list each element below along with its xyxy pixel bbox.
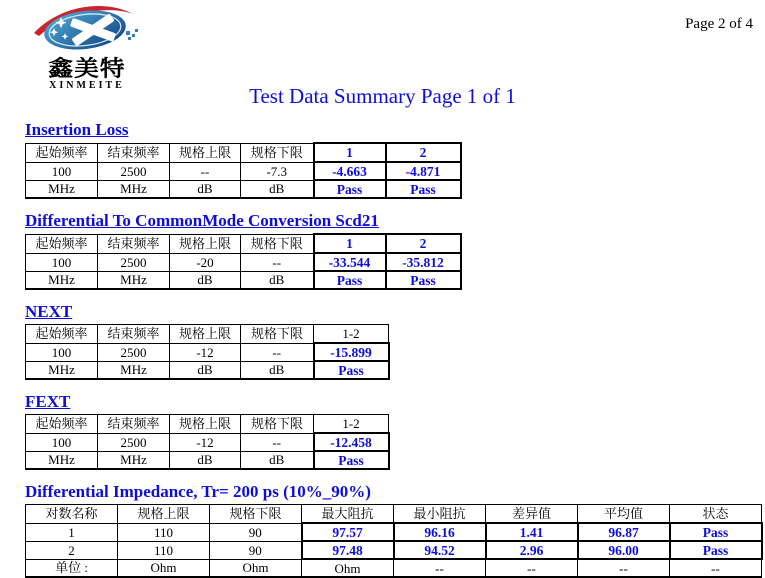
header-cell: 结束频率 [98,234,170,253]
data-cell: -35.812 [386,253,461,271]
section-heading: NEXT [25,302,73,321]
header-cell: 2 [386,143,461,162]
data-cell: -12.458 [314,433,389,451]
header-cell: 对数名称 [26,505,118,524]
data-cell: Pass [314,180,386,198]
table-header-row [26,234,461,253]
table-row [26,271,461,289]
table-header-row [26,325,389,344]
page-number-label: Page 2 of 4 [685,16,753,32]
data-cell: 100 [26,162,98,180]
header-cell: 规格上限 [170,143,241,162]
logo-emblem-icon [30,3,144,53]
data-cell: -- [670,559,762,577]
data-cell: 96.87 [578,523,670,541]
header-cell: 规格上限 [170,234,241,253]
data-cell: 2 [26,541,118,559]
data-cell: Pass [670,523,762,541]
table-header-row [26,505,762,524]
data-cell: Ohm [118,559,210,577]
data-cell: -- [486,559,578,577]
company-logo [30,3,144,91]
header-cell: 结束频率 [98,415,170,434]
table-row [26,433,389,451]
data-cell: MHz [98,361,170,379]
section-heading: Insertion Loss [25,120,129,139]
header-cell: 2 [386,234,461,253]
data-cell: 97.48 [302,541,394,559]
header-cell: 起始频率 [26,325,98,344]
data-cell: -12 [170,433,241,451]
data-table [25,233,462,290]
company-name-chinese: 鑫美特 [48,56,126,81]
header-cell: 规格下限 [241,234,314,253]
header-cell: 结束频率 [98,143,170,162]
data-cell: -15.899 [314,343,389,361]
header-cell: 规格下限 [241,143,314,162]
data-cell: dB [241,361,314,379]
data-cell: 1 [26,523,118,541]
data-cell: dB [170,361,241,379]
table-row [26,361,389,379]
data-cell: Pass [386,180,461,198]
data-cell: Pass [386,271,461,289]
data-cell: 单位 : [26,559,118,577]
table-row [26,343,389,361]
data-cell: dB [241,271,314,289]
table-row [26,451,389,469]
sections [25,120,765,578]
data-cell: Pass [314,451,389,469]
table-row [26,559,762,577]
header-cell: 规格下限 [210,505,302,524]
data-cell: -4.871 [386,162,461,180]
header-cell: 状态 [670,505,762,524]
data-cell: -20 [170,253,241,271]
header-cell: 规格上限 [170,415,241,434]
section-heading: FEXT [25,392,71,411]
data-cell: 90 [210,541,302,559]
header-cell: 1-2 [314,415,389,434]
header-cell: 起始频率 [26,234,98,253]
header-cell: 1-2 [314,325,389,344]
data-cell: 110 [118,541,210,559]
data-cell: Pass [314,271,386,289]
data-cell: MHz [98,180,170,198]
data-cell: -- [578,559,670,577]
data-cell: -33.544 [314,253,386,271]
data-table [25,504,763,578]
data-cell: 110 [118,523,210,541]
data-cell: MHz [98,451,170,469]
data-cell: 97.57 [302,523,394,541]
data-cell: 90 [210,523,302,541]
data-cell: -- [394,559,486,577]
header-cell: 起始频率 [26,143,98,162]
data-cell: dB [170,451,241,469]
data-cell: dB [170,271,241,289]
data-cell: MHz [98,271,170,289]
header-cell: 差异值 [486,505,578,524]
header-cell: 规格上限 [170,325,241,344]
table-row [26,253,461,271]
data-cell: -12 [170,343,241,361]
data-cell: Ohm [210,559,302,577]
data-cell: 2500 [98,162,170,180]
data-cell: 94.52 [394,541,486,559]
header-cell: 最小阻抗 [394,505,486,524]
data-table [25,414,390,470]
header-cell: 1 [314,234,386,253]
data-cell: 2500 [98,253,170,271]
header-cell: 起始频率 [26,415,98,434]
header-cell: 规格下限 [241,325,314,344]
data-cell: Pass [670,541,762,559]
data-cell: 2500 [98,433,170,451]
document-title: Test Data Summary Page 1 of 1 [249,84,516,108]
data-cell: MHz [26,361,98,379]
data-cell: 100 [26,253,98,271]
table-row [26,523,762,541]
data-cell: 96.00 [578,541,670,559]
data-cell: -- [241,253,314,271]
table-header-row [26,415,389,434]
header-cell: 规格下限 [241,415,314,434]
data-cell: MHz [26,451,98,469]
section-heading: Differential Impedance, Tr= 200 ps (10%_90%) [25,482,371,501]
data-cell: MHz [26,180,98,198]
data-cell: -- [170,162,241,180]
data-cell: Ohm [302,559,394,577]
header-cell: 规格上限 [118,505,210,524]
data-cell: 96.16 [394,523,486,541]
data-cell: 100 [26,343,98,361]
data-cell: -4.663 [314,162,386,180]
table-row [26,541,762,559]
data-cell: -- [241,343,314,361]
header-cell: 结束频率 [98,325,170,344]
table-row [26,162,461,180]
data-table [25,324,390,380]
header-cell: 1 [314,143,386,162]
table-row [26,180,461,198]
data-cell: Pass [314,361,389,379]
data-cell: dB [170,180,241,198]
data-cell: dB [241,180,314,198]
header-cell: 平均值 [578,505,670,524]
company-name-english: XINMEITE [49,80,125,91]
data-cell: 100 [26,433,98,451]
table-header-row [26,143,461,162]
section-heading: Differential To CommonMode Conversion Scd21 [25,211,379,230]
data-cell: -7.3 [241,162,314,180]
data-table [25,142,462,199]
data-cell: -- [241,433,314,451]
data-cell: 1.41 [486,523,578,541]
data-cell: dB [241,451,314,469]
data-cell: MHz [26,271,98,289]
header-cell: 最大阻抗 [302,505,394,524]
data-cell: 2.96 [486,541,578,559]
data-cell: 2500 [98,343,170,361]
